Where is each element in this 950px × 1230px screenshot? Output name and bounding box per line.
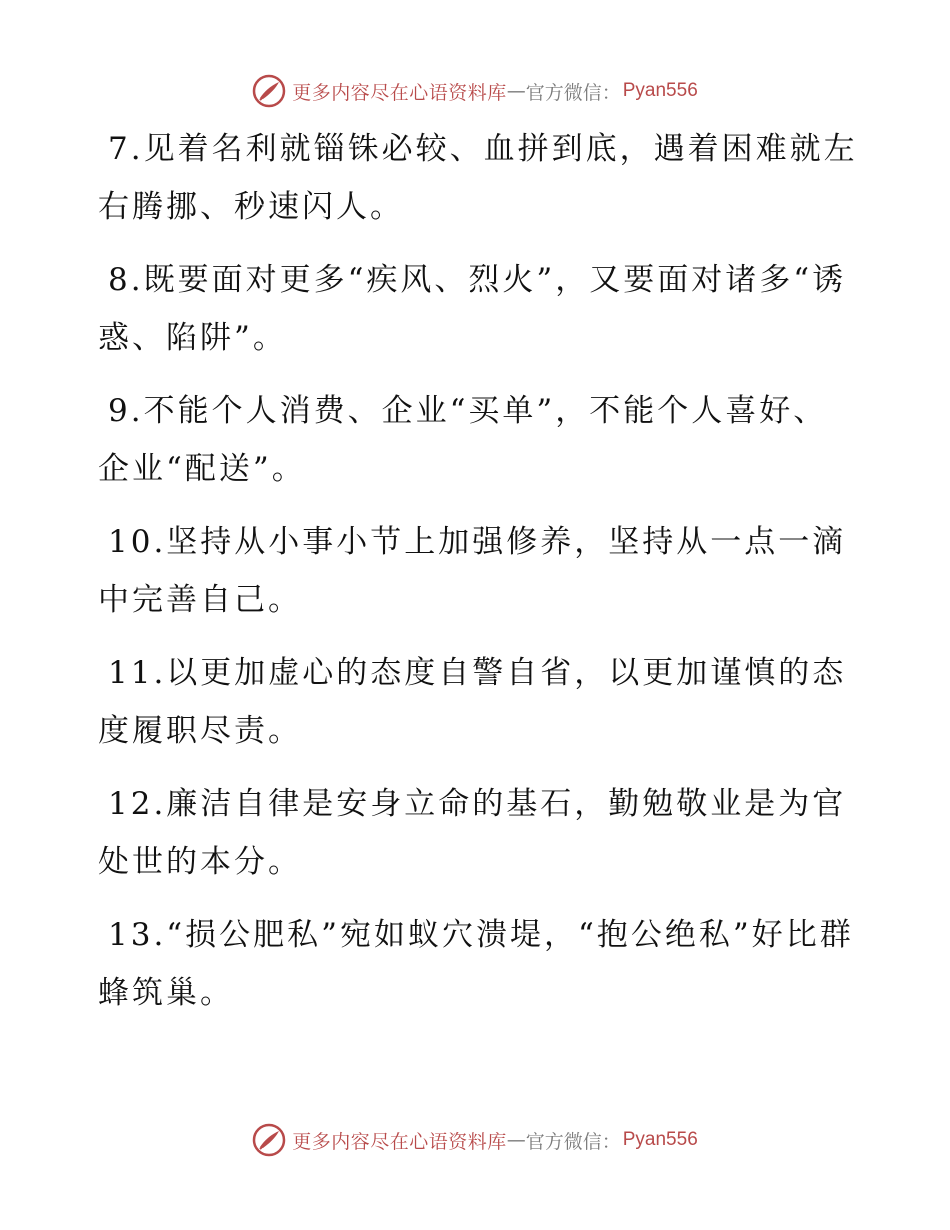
document-body bbox=[98, 120, 858, 1037]
list-item: 13.“损公肥私”宛如蚁穴溃堤，“抱公绝私”好比群蜂筑巢。 bbox=[98, 917, 854, 1011]
header-wechat-id: Pyan556 bbox=[622, 80, 698, 101]
quill-logo-icon bbox=[252, 74, 286, 108]
quill-logo-icon bbox=[252, 1123, 286, 1157]
footer-banner bbox=[0, 1120, 950, 1160]
list-item: 10.坚持从小事小节上加强修养，坚持从一点一滴中完善自己。 bbox=[98, 524, 847, 618]
header-banner bbox=[0, 71, 950, 111]
header-official-label: 官方微信： bbox=[525, 81, 621, 104]
list-item: 9.不能个人消费、企业“买单”，不能个人喜好、企业“配送”。 bbox=[98, 393, 828, 487]
list-item: 7.见着名利就锱铢必较、血拼到底，遇着困难就左右腾挪、秒速闪人。 bbox=[98, 131, 858, 225]
list-item: 8.既要面对更多“疾风、烈火”，又要面对诸多“诱惑、陷阱”。 bbox=[98, 262, 847, 356]
list-item: 12.廉洁自律是安身立命的基石，勤勉敬业是为官处世的本分。 bbox=[98, 786, 847, 880]
footer-separator: — bbox=[506, 1129, 526, 1151]
header-separator: — bbox=[506, 80, 526, 102]
header-brand-text: 更多内容尽在心语资料库 bbox=[292, 81, 507, 104]
list-item: 11.以更加虚心的态度自警自省，以更加谨慎的态度履职尽责。 bbox=[98, 655, 847, 749]
footer-official-label: 官方微信： bbox=[525, 1130, 621, 1153]
footer-brand-text: 更多内容尽在心语资料库 bbox=[292, 1130, 507, 1153]
footer-wechat-id: Pyan556 bbox=[622, 1129, 698, 1150]
